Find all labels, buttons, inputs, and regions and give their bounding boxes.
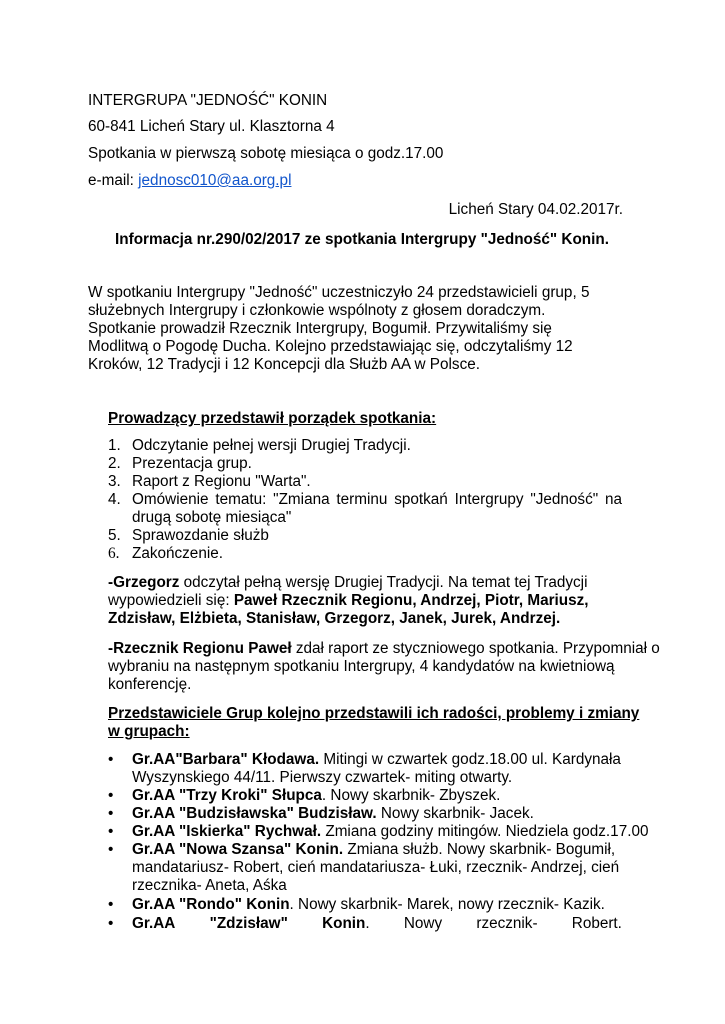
speaker-name: -Grzegorz (108, 574, 180, 591)
agenda-number: 6. (108, 545, 120, 562)
email-label: e-mail: (88, 172, 139, 189)
group-text (132, 751, 621, 769)
group-details: Nowy (403, 915, 443, 932)
intro-line: Modlitwą o Pogodę Ducha. Kolejno przedstawiając się, odczytaliśmy 12 (88, 338, 573, 355)
place-date: Licheń Stary 04.02.2017r. (448, 201, 623, 218)
paragraph-text: wypowiedzieli się: (108, 592, 234, 609)
intro-line: służebnych Intergrupy i członkowie wspólnoty z głosem doradczym. (88, 302, 546, 319)
group-details: Zmiana godziny mitingów. Niedziela godz.17.00 (321, 823, 649, 840)
speaker-name: -Rzecznik Regionu Paweł (108, 640, 292, 657)
paragraph-line: wybraniu na następnym spotkaniu Intergrupy, 4 kandydatów na kwietniową (108, 658, 615, 675)
group-name: Gr.AA"Barbara" Kłodawa. (132, 751, 320, 768)
email-line (88, 172, 291, 190)
agenda-number: 1. (108, 437, 121, 454)
agenda-number: 5. (108, 527, 121, 544)
bullet-icon: • (108, 823, 114, 840)
agenda-text: Sprawozdanie służb (132, 527, 269, 544)
group-text (132, 787, 500, 805)
bullet-icon: • (108, 805, 114, 822)
speaker-list: Paweł Rzecznik Regionu, Andrzej, Piotr, Mariusz, (233, 592, 589, 609)
bullet-icon: • (108, 787, 114, 804)
word: tematu: (215, 491, 267, 508)
paragraph-line (108, 574, 587, 592)
bullet-icon: • (108, 751, 114, 768)
paragraph-line (108, 592, 589, 610)
group-details: . (365, 915, 370, 932)
agenda-text (132, 491, 622, 509)
paragraph-line (108, 640, 660, 658)
address: 60-841 Licheń Stary ul. Klasztorna 4 (88, 118, 335, 135)
bullet-icon: • (108, 915, 114, 932)
group-text (132, 915, 622, 933)
group-name: Gr.AA "Budzisławska" Budzisław. (132, 805, 377, 822)
group-details: Zmiana służb. Nowy skarbnik- Bogumił, (343, 841, 616, 858)
paragraph-text: zdał raport ze styczniowego spotkania. Przypomniał o (291, 640, 660, 657)
word: "Zmiana (273, 491, 330, 508)
word: Omówienie (132, 491, 209, 508)
agenda-text: Raport z Regionu "Warta". (132, 473, 311, 490)
speaker-list: Zdzisław, Elżbieta, Stanisław, Grzegorz, Janek, Jurek, Andrzej. (108, 610, 561, 627)
group-name: Gr.AA (132, 915, 176, 932)
agenda-text: Prezentacja grup. (132, 455, 252, 472)
paragraph-line: konferencję. (108, 676, 192, 693)
group-details: Wyszynskiego 44/11. Pierwszy czwartek- miting otwarty. (132, 769, 513, 786)
bullet-icon: • (108, 841, 114, 858)
bullet-icon: • (108, 896, 114, 913)
groups-heading: Przedstawiciele Grup kolejno przedstawili ich radości, problemy i zmiany (108, 705, 640, 722)
group-details: rzecznika- Aneta, Aśka (132, 877, 287, 894)
paragraph-text: odczytał pełną wersję Drugiej Tradycji. Na temat tej Tradycji (179, 574, 588, 591)
group-details: Mitingi w czwartek godz.18.00 ul. Kardynała (319, 751, 621, 768)
agenda-number: 3. (108, 473, 121, 490)
word: terminu (336, 491, 388, 508)
group-name: "Zdzisław" (209, 915, 288, 932)
meeting-schedule: Spotkania w pierwszą sobotę miesiąca o godz.17.00 (88, 145, 444, 162)
document-title: Informacja nr.290/02/2017 ze spotkania Intergrupy "Jedność" Konin. (115, 231, 609, 248)
word: "Jedność" (530, 491, 599, 508)
intro-line: Kroków, 12 Tradycji i 12 Koncepcji dla Służb AA w Polsce. (88, 356, 480, 373)
group-details: Nowy skarbnik- Jacek. (376, 805, 534, 822)
group-name: Gr.AA "Nowa Szansa" Konin. (132, 841, 344, 858)
agenda-text: Zakończenie. (132, 545, 223, 562)
agenda-number: 2. (108, 455, 121, 472)
intro-line: W spotkaniu Intergrupy "Jedność" uczestniczyło 24 przedstawicieli grup, 5 (88, 284, 590, 301)
group-text (132, 841, 615, 859)
group-text (132, 823, 648, 841)
group-name: Gr.AA "Rondo" Konin (132, 896, 290, 913)
word: spotkań (394, 491, 448, 508)
group-text (132, 896, 605, 914)
groups-heading-continued: w grupach: (108, 723, 190, 740)
group-details: rzecznik- (476, 915, 538, 932)
agenda-number: 4. (108, 491, 121, 508)
agenda-text-continued: drugą sobotę miesiąca" (132, 509, 292, 526)
group-details: Robert. (571, 915, 622, 932)
group-name: Gr.AA "Iskierka" Rychwał. (132, 823, 322, 840)
group-details: . Nowy skarbnik- Zbyszek. (321, 787, 501, 804)
agenda-text: Odczytanie pełnej wersji Drugiej Tradycji. (132, 437, 411, 454)
word: Intergrupy (454, 491, 524, 508)
group-name: Konin (322, 915, 366, 932)
group-name: Gr.AA "Trzy Kroki" Słupca (132, 787, 322, 804)
agenda-heading: Prowadzący przedstawił porządek spotkania: (108, 410, 437, 427)
org-name: INTERGRUPA "JEDNOŚĆ" KONIN (88, 92, 328, 109)
group-text (132, 805, 534, 823)
word: na (604, 491, 622, 508)
group-details: . Nowy skarbnik- Marek, nowy rzecznik- Kazik. (289, 896, 605, 913)
group-details: mandatariusz- Robert, cień mandatariusza- Łuki, rzecznik- Andrzej, cień (132, 859, 620, 876)
intro-line: Spotkanie prowadził Rzecznik Intergrupy, Bogumił. Przywitaliśmy się (88, 320, 552, 337)
email-link[interactable]: jednosc010@aa.org.pl (138, 172, 292, 189)
